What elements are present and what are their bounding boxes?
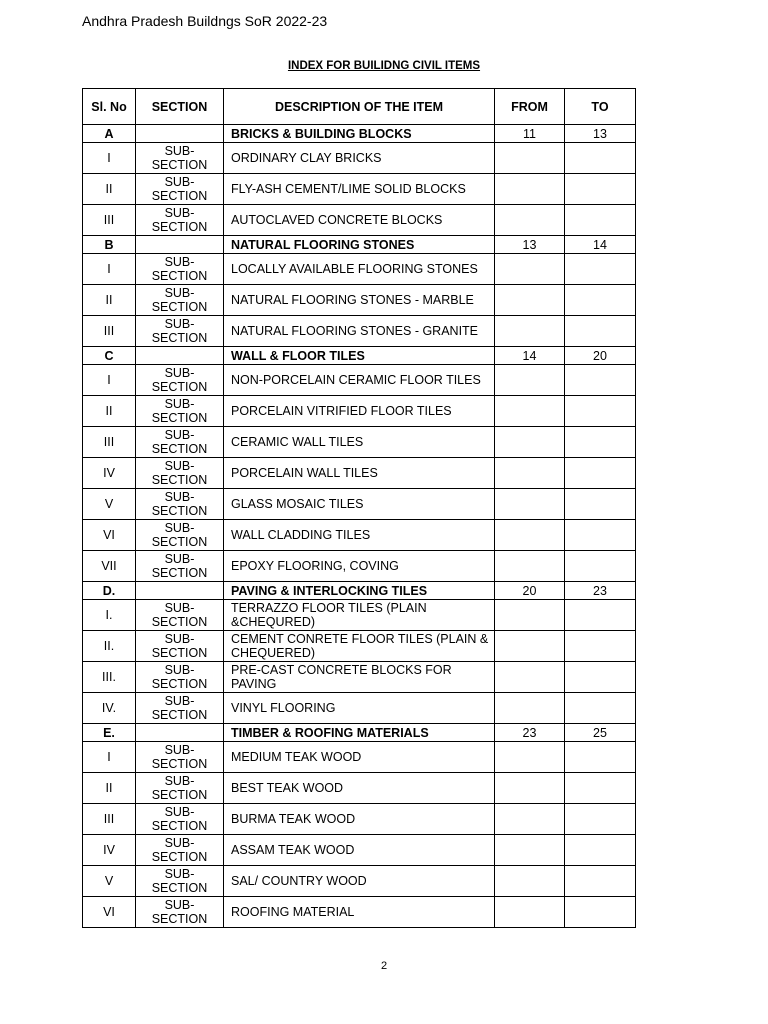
cell-sl-no: I [83, 143, 136, 174]
subsection-row [83, 693, 636, 724]
cell-to-page [565, 365, 636, 396]
cell-to-page [565, 600, 636, 631]
cell-from-page [495, 365, 565, 396]
subsection-row [83, 458, 636, 489]
cell-to-page [565, 458, 636, 489]
subsection-row [83, 866, 636, 897]
col-header-to: TO [565, 89, 636, 125]
cell-to-page: 25 [565, 724, 636, 742]
cell-description: BEST TEAK WOOD [224, 773, 495, 804]
cell-section: SUB-SECTION [136, 520, 224, 551]
cell-section: SUB-SECTION [136, 897, 224, 928]
cell-from-page [495, 396, 565, 427]
cell-section: SUB-SECTION [136, 693, 224, 724]
cell-from-page [495, 551, 565, 582]
section-row [83, 236, 636, 254]
cell-section: SUB-SECTION [136, 205, 224, 236]
cell-from-page [495, 143, 565, 174]
cell-to-page [565, 773, 636, 804]
cell-from-page: 14 [495, 347, 565, 365]
cell-description: ASSAM TEAK WOOD [224, 835, 495, 866]
cell-section: SUB-SECTION [136, 835, 224, 866]
cell-section: SUB-SECTION [136, 458, 224, 489]
cell-section: SUB-SECTION [136, 773, 224, 804]
subsection-row [83, 285, 636, 316]
cell-to-page [565, 254, 636, 285]
cell-to-page [565, 427, 636, 458]
cell-from-page [495, 693, 565, 724]
cell-sl-no: II. [83, 631, 136, 662]
cell-sl-no: II [83, 396, 136, 427]
cell-section: SUB-SECTION [136, 866, 224, 897]
cell-description: WALL & FLOOR TILES [224, 347, 495, 365]
cell-from-page [495, 458, 565, 489]
section-row [83, 582, 636, 600]
cell-from-page [495, 254, 565, 285]
subsection-row [83, 897, 636, 928]
section-row [83, 347, 636, 365]
cell-from-page [495, 427, 565, 458]
cell-section: SUB-SECTION [136, 662, 224, 693]
cell-sl-no: II [83, 174, 136, 205]
cell-description: NON-PORCELAIN CERAMIC FLOOR TILES [224, 365, 495, 396]
document-header: Andhra Pradesh Buildngs SoR 2022-23 [82, 13, 328, 29]
cell-description: AUTOCLAVED CONCRETE BLOCKS [224, 205, 495, 236]
cell-sl-no: III [83, 205, 136, 236]
cell-to-page [565, 835, 636, 866]
cell-to-page [565, 396, 636, 427]
subsection-row [83, 365, 636, 396]
cell-sl-no: I [83, 365, 136, 396]
section-row [83, 125, 636, 143]
subsection-row [83, 396, 636, 427]
cell-section: SUB-SECTION [136, 427, 224, 458]
subsection-row [83, 174, 636, 205]
cell-section: SUB-SECTION [136, 285, 224, 316]
cell-description: GLASS MOSAIC TILES [224, 489, 495, 520]
cell-sl-no: VI [83, 897, 136, 928]
cell-from-page [495, 316, 565, 347]
cell-section: SUB-SECTION [136, 174, 224, 205]
cell-sl-no: B [83, 236, 136, 254]
cell-section: SUB-SECTION [136, 742, 224, 773]
cell-to-page: 23 [565, 582, 636, 600]
cell-from-page [495, 866, 565, 897]
cell-to-page [565, 866, 636, 897]
subsection-row [83, 316, 636, 347]
cell-to-page: 14 [565, 236, 636, 254]
cell-description: BURMA TEAK WOOD [224, 804, 495, 835]
subsection-row [83, 254, 636, 285]
cell-section: SUB-SECTION [136, 396, 224, 427]
cell-from-page [495, 835, 565, 866]
cell-from-page: 23 [495, 724, 565, 742]
cell-to-page [565, 316, 636, 347]
table-header [83, 89, 636, 125]
cell-sl-no: D. [83, 582, 136, 600]
cell-from-page [495, 205, 565, 236]
cell-description: MEDIUM TEAK WOOD [224, 742, 495, 773]
cell-sl-no: E. [83, 724, 136, 742]
cell-section [136, 347, 224, 365]
subsection-row [83, 520, 636, 551]
cell-sl-no: V [83, 489, 136, 520]
subsection-row [83, 143, 636, 174]
cell-to-page [565, 897, 636, 928]
cell-description: BRICKS & BUILDING BLOCKS [224, 125, 495, 143]
cell-sl-no: I [83, 742, 136, 773]
cell-description: PORCELAIN VITRIFIED FLOOR TILES [224, 396, 495, 427]
cell-section [136, 125, 224, 143]
cell-sl-no: III [83, 804, 136, 835]
cell-section: SUB-SECTION [136, 551, 224, 582]
col-header-section: SECTION [136, 89, 224, 125]
cell-description: SAL/ COUNTRY WOOD [224, 866, 495, 897]
cell-sl-no: V [83, 866, 136, 897]
cell-sl-no: III. [83, 662, 136, 693]
cell-sl-no: VI [83, 520, 136, 551]
cell-from-page [495, 742, 565, 773]
cell-section [136, 236, 224, 254]
cell-to-page [565, 551, 636, 582]
subsection-row [83, 631, 636, 662]
cell-description: CERAMIC WALL TILES [224, 427, 495, 458]
cell-from-page: 11 [495, 125, 565, 143]
cell-description: TIMBER & ROOFING MATERIALS [224, 724, 495, 742]
cell-sl-no: IV [83, 835, 136, 866]
cell-section: SUB-SECTION [136, 600, 224, 631]
header-row [83, 89, 636, 125]
cell-description: WALL CLADDING TILES [224, 520, 495, 551]
cell-from-page [495, 520, 565, 551]
subsection-row [83, 489, 636, 520]
subsection-row [83, 742, 636, 773]
cell-sl-no: A [83, 125, 136, 143]
cell-from-page [495, 489, 565, 520]
table-body [83, 125, 636, 928]
cell-description: CEMENT CONRETE FLOOR TILES (PLAIN & CHEQUERED) [224, 631, 495, 662]
cell-to-page [565, 489, 636, 520]
cell-to-page [565, 631, 636, 662]
col-header-description: DESCRIPTION OF THE ITEM [224, 89, 495, 125]
cell-description: EPOXY FLOORING, COVING [224, 551, 495, 582]
cell-section: SUB-SECTION [136, 631, 224, 662]
section-row [83, 724, 636, 742]
subsection-row [83, 773, 636, 804]
col-header-sl-no: Sl. No [83, 89, 136, 125]
cell-sl-no: C [83, 347, 136, 365]
page-number: 2 [380, 960, 388, 972]
cell-description: NATURAL FLOORING STONES [224, 236, 495, 254]
cell-section: SUB-SECTION [136, 804, 224, 835]
cell-section [136, 582, 224, 600]
cell-from-page [495, 773, 565, 804]
cell-section: SUB-SECTION [136, 489, 224, 520]
subsection-row [83, 804, 636, 835]
cell-sl-no: I [83, 254, 136, 285]
subsection-row [83, 662, 636, 693]
cell-description: ROOFING MATERIAL [224, 897, 495, 928]
cell-from-page [495, 662, 565, 693]
index-title: INDEX FOR BUILIDNG CIVIL ITEMS [287, 60, 481, 72]
cell-section: SUB-SECTION [136, 316, 224, 347]
cell-sl-no: III [83, 316, 136, 347]
cell-sl-no: III [83, 427, 136, 458]
subsection-row [83, 835, 636, 866]
cell-description: FLY-ASH CEMENT/LIME SOLID BLOCKS [224, 174, 495, 205]
cell-from-page [495, 600, 565, 631]
cell-description: PORCELAIN WALL TILES [224, 458, 495, 489]
cell-to-page [565, 285, 636, 316]
cell-from-page [495, 285, 565, 316]
cell-to-page: 13 [565, 125, 636, 143]
cell-to-page [565, 174, 636, 205]
cell-to-page [565, 804, 636, 835]
cell-from-page [495, 174, 565, 205]
cell-sl-no: VII [83, 551, 136, 582]
subsection-row [83, 427, 636, 458]
cell-description: PRE-CAST CONCRETE BLOCKS FOR PAVING [224, 662, 495, 693]
cell-to-page [565, 742, 636, 773]
cell-to-page [565, 662, 636, 693]
cell-description: NATURAL FLOORING STONES - GRANITE [224, 316, 495, 347]
cell-sl-no: II [83, 773, 136, 804]
subsection-row [83, 205, 636, 236]
subsection-row [83, 600, 636, 631]
cell-sl-no: IV. [83, 693, 136, 724]
index-table [82, 88, 636, 928]
subsection-row [83, 551, 636, 582]
cell-description: NATURAL FLOORING STONES - MARBLE [224, 285, 495, 316]
cell-sl-no: II [83, 285, 136, 316]
cell-section: SUB-SECTION [136, 365, 224, 396]
cell-to-page [565, 693, 636, 724]
cell-section: SUB-SECTION [136, 254, 224, 285]
cell-to-page [565, 520, 636, 551]
cell-from-page [495, 631, 565, 662]
cell-to-page [565, 143, 636, 174]
cell-sl-no: IV [83, 458, 136, 489]
cell-to-page [565, 205, 636, 236]
cell-section: SUB-SECTION [136, 143, 224, 174]
cell-description: LOCALLY AVAILABLE FLOORING STONES [224, 254, 495, 285]
cell-section [136, 724, 224, 742]
cell-description: PAVING & INTERLOCKING TILES [224, 582, 495, 600]
cell-description: ORDINARY CLAY BRICKS [224, 143, 495, 174]
cell-sl-no: I. [83, 600, 136, 631]
cell-from-page [495, 804, 565, 835]
cell-from-page [495, 897, 565, 928]
cell-from-page: 20 [495, 582, 565, 600]
cell-from-page: 13 [495, 236, 565, 254]
cell-description: VINYL FLOORING [224, 693, 495, 724]
col-header-from: FROM [495, 89, 565, 125]
cell-to-page: 20 [565, 347, 636, 365]
cell-description: TERRAZZO FLOOR TILES (PLAIN &CHEQURED) [224, 600, 495, 631]
